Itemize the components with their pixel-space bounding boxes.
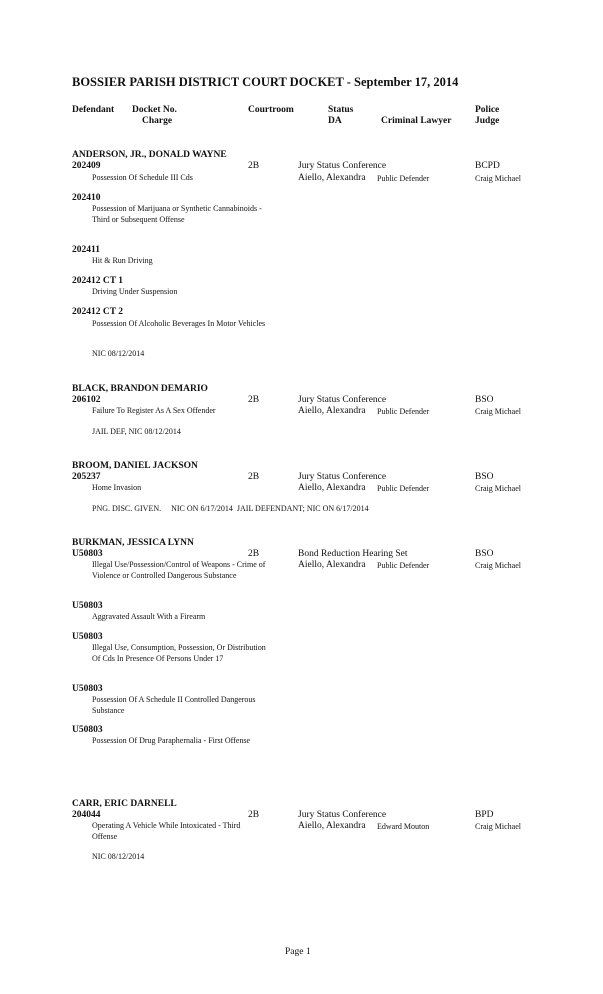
docket-number: 202410 [72,193,101,203]
criminal-lawyer: Public Defender [377,484,430,493]
status: Jury Status Conference [298,810,387,820]
docket-number: U50803 [72,601,103,611]
defendant-name: BROOM, DANIEL JACKSON [72,461,198,471]
case-note: NIC 08/12/2014 [92,852,145,861]
police-agency: BPD [475,810,494,820]
status: Jury Status Conference [298,472,387,482]
courtroom: 2B [248,161,260,171]
case-note: JAIL DEF, NIC 08/12/2014 [92,427,181,436]
charge-text: Illegal Use/Possession/Control of Weapons - Crime of Violence or Controlled Dangerous Substance [92,560,266,580]
docket-number: U50803 [72,632,103,642]
judge-name: Craig Michael [475,822,521,831]
docket-number: U50803 [72,684,103,694]
docket-number: 202412 CT 1 [72,276,124,286]
da-name: Aiello, Alexandra [298,483,366,493]
status: Jury Status Conference [298,395,387,405]
case-note: PNG. DISC. GIVEN. NIC ON 6/17/2014 JAIL DEFENDANT; NIC ON 6/17/2014 [92,504,369,513]
judge-name: Craig Michael [475,174,521,183]
courtroom: 2B [248,549,260,559]
status: Bond Reduction Hearing Set [298,549,408,559]
charge-text: Home Invasion [92,483,142,492]
charge-text: Failure To Register As A Sex Offender [92,406,216,415]
police-agency: BSO [475,395,494,405]
da-name: Aiello, Alexandra [298,173,366,183]
page-footer: Page 1 [285,947,311,957]
case-note: NIC 08/12/2014 [92,349,145,358]
charge-text: Possession Of Drug Paraphernalia - First Offense [92,736,251,745]
defendant-name: ANDERSON, JR., DONALD WAYNE [72,150,227,160]
da-name: Aiello, Alexandra [298,406,366,416]
docket-number: U50803 [72,725,103,735]
police-agency: BSO [475,549,494,559]
header-judge: Judge [475,116,500,126]
charge-text: Possession of Marijuana or Synthetic Cannabinoids - Third or Subsequent Offense [92,204,262,224]
docket-number: 202412 CT 2 [72,307,124,317]
charge-text: Possession Of A Schedule II Controlled Dangerous Substance [92,695,256,715]
courtroom: 2B [248,472,260,482]
defendant-name: BURKMAN, JESSICA LYNN [72,538,194,548]
docket-number: 206102 [72,395,101,405]
defendant-name: BLACK, BRANDON DEMARIO [72,384,208,394]
charge-text: Possession Of Schedule III Cds [92,173,193,182]
judge-name: Craig Michael [475,484,521,493]
header-status: Status [328,105,354,115]
header-defendant: Defendant [72,105,115,115]
police-agency: BSO [475,472,494,482]
judge-name: Craig Michael [475,407,521,416]
docket-number: 202409 [72,161,101,171]
courtroom: 2B [248,810,260,820]
charge-text: Aggravated Assault With a Firearm [92,612,206,621]
docket-title: BOSSIER PARISH DISTRICT COURT DOCKET - September 17, 2014 [72,75,459,89]
criminal-lawyer: Public Defender [377,561,430,570]
courtroom: 2B [248,395,260,405]
docket-number: 205237 [72,472,101,482]
charge-text: Illegal Use, Consumption, Possession, Or Distribution Of Cds In Presence Of Persons Under 17 [92,643,266,663]
criminal-lawyer: Public Defender [377,407,430,416]
header-docket-no: Docket No. [132,105,177,115]
header-da: DA [328,116,342,126]
judge-name: Craig Michael [475,561,521,570]
header-courtroom: Courtroom [248,105,294,115]
docket-number: U50803 [72,549,103,559]
header-charge: Charge [142,116,173,126]
header-criminal-lawyer: Criminal Lawyer [381,116,452,126]
charge-text: Driving Under Suspension [92,287,178,296]
da-name: Aiello, Alexandra [298,560,366,570]
defendant-name: CARR, ERIC DARNELL [72,799,177,809]
header-police: Police [475,105,500,115]
criminal-lawyer: Edward Mouton [377,822,430,831]
charge-text: Possession Of Alcoholic Beverages In Motor Vehicles [92,319,266,328]
police-agency: BCPD [475,161,500,171]
docket-number: 202411 [72,245,100,255]
criminal-lawyer: Public Defender [377,174,430,183]
status: Jury Status Conference [298,161,387,171]
charge-text: Hit & Run Driving [92,256,153,265]
docket-number: 204044 [72,810,101,820]
da-name: Aiello, Alexandra [298,821,366,831]
charge-text: Operating A Vehicle While Intoxicated - Third Offense [92,821,241,841]
